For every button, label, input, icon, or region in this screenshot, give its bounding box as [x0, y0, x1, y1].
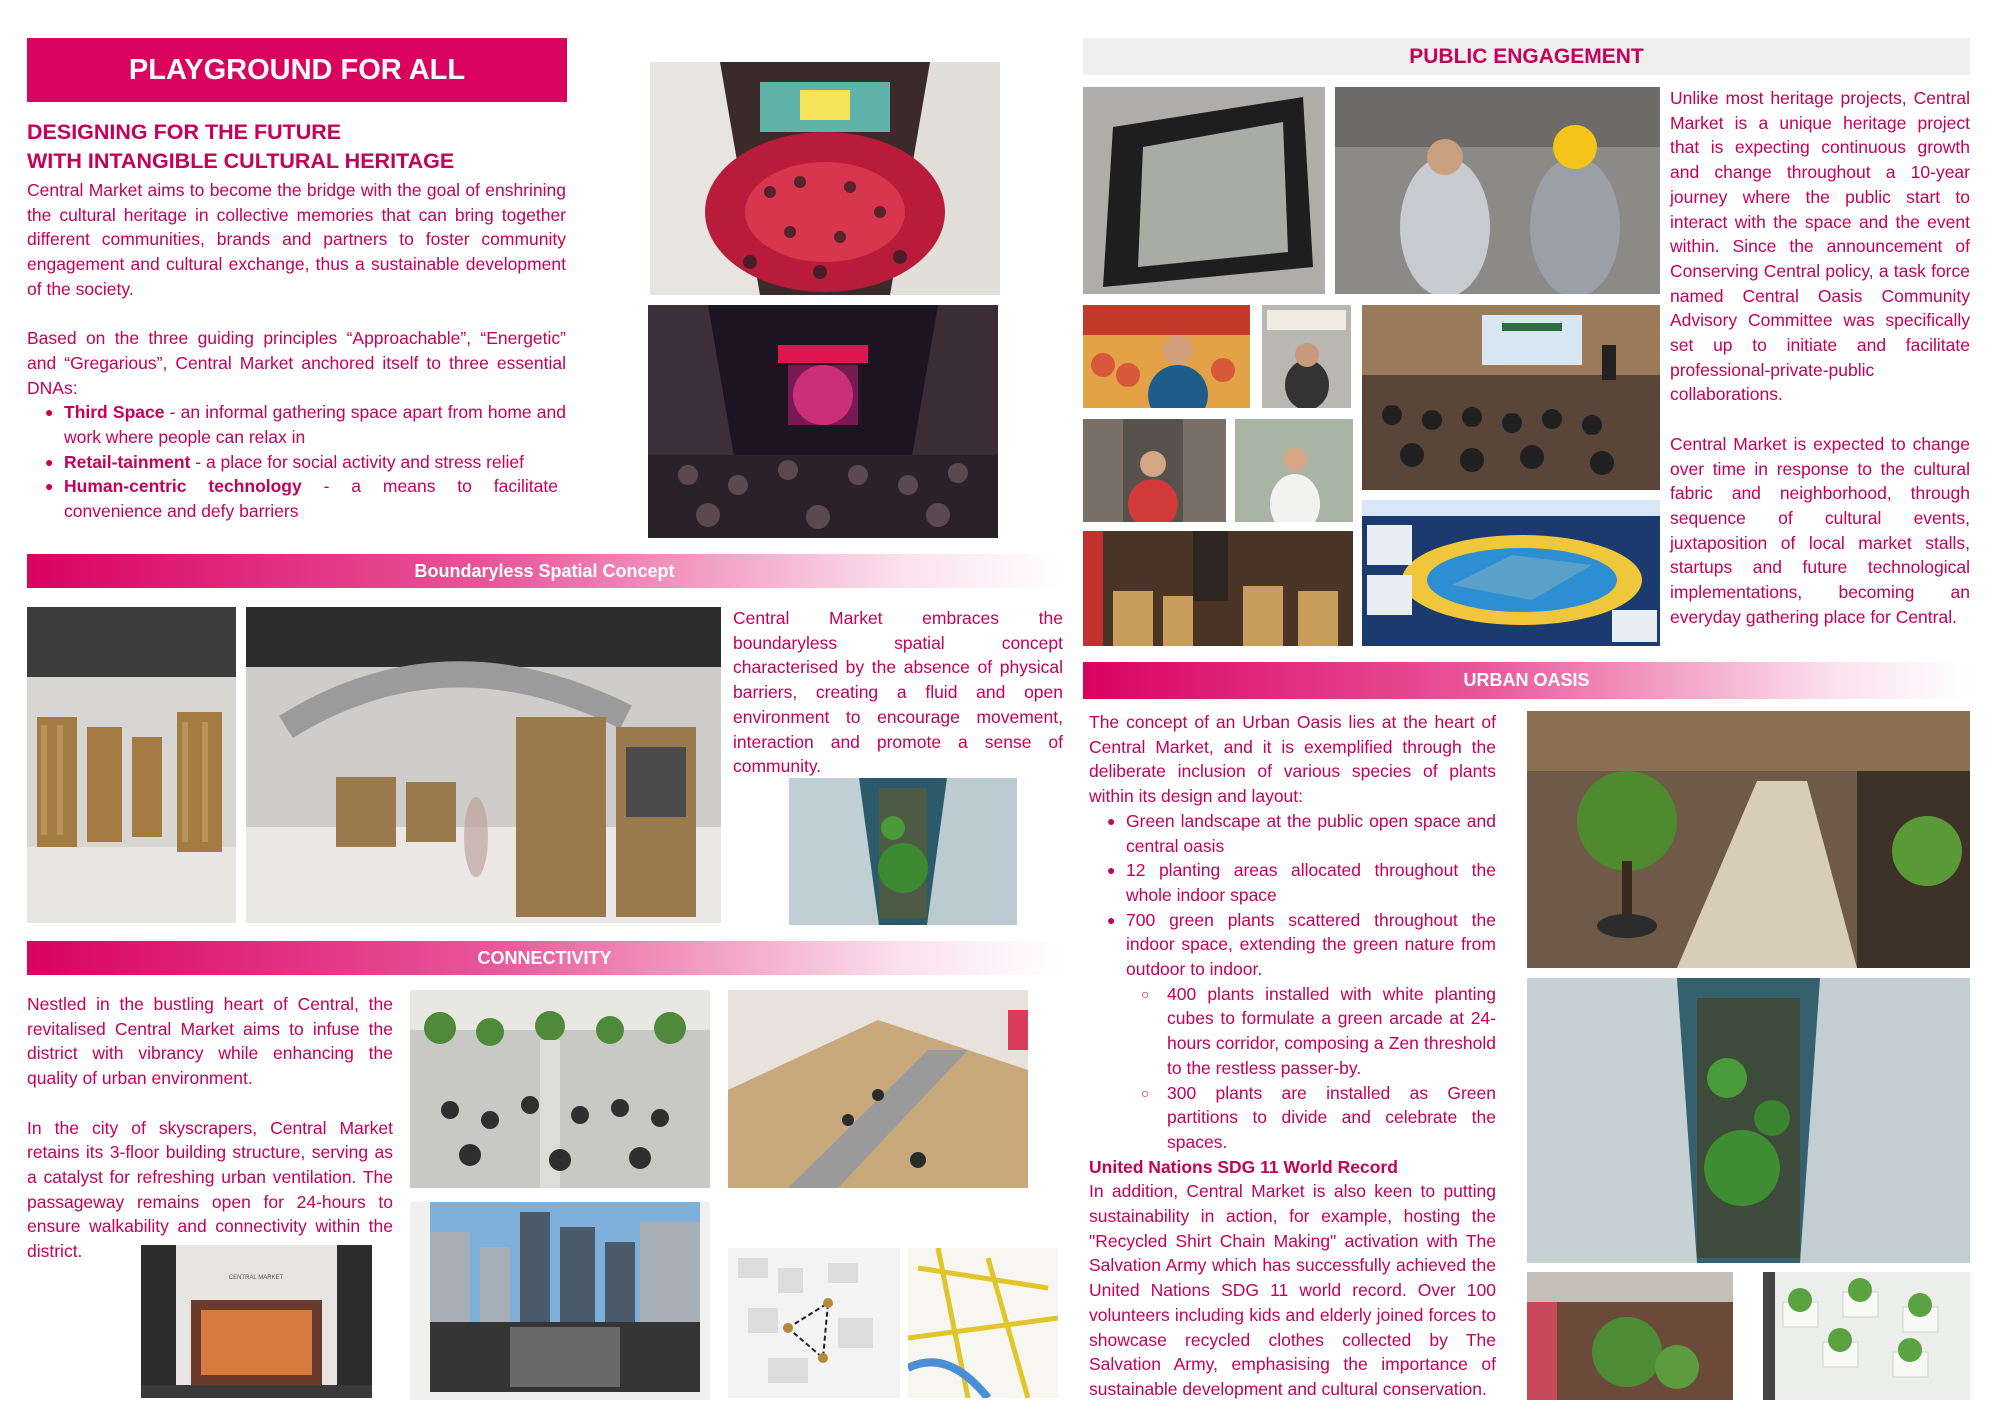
atrium-topdown-photo [789, 778, 1017, 925]
list-item: ○ 400 plants installed with white planting cubes to formulate a green arcade at 24-hours corridor, composing a Zen threshold to the restless passer-by. [1167, 982, 1496, 1081]
plant-list [1089, 809, 1496, 982]
event-crowd-photo [650, 62, 1000, 295]
green-arcade-crowd-photo [410, 990, 710, 1188]
event-concert-photo [648, 305, 998, 538]
green-partition-photo [1527, 1272, 1733, 1400]
committee-meeting-photo [1362, 305, 1660, 490]
record-text: In addition, Central Market is also keen to putting sustainability in action, for example, hosting the "Recycled Shirt Chain Making" activation with The Salvation Army which has successfully achieved the United Nations SDG 11 world record. Over 100 volunteers including kids and elderly joined forces to showcase recycled clothes collected by The Salvation Army, emphasising the importance of sustainable development and cultural conservation. [1089, 1181, 1496, 1399]
material-sample-photo [1083, 87, 1325, 294]
planting-cubes-photo [1763, 1272, 1970, 1400]
central-oasis-atrium-photo [1527, 978, 1970, 1263]
interior-stalls-photo [27, 607, 236, 923]
boundaryless-paragraph: Central Market embraces the boundaryless spatial concept characterised by the absence of physical barriers, creating a fluid and open environment to encourage movement, interaction and promote a sense of community. [733, 608, 1063, 777]
dna-desc: - a place for social activity and stress relief [190, 451, 525, 472]
connectivity-text [27, 992, 393, 1264]
section-bar-boundaryless [27, 554, 1062, 588]
list-item: ● Green landscape at the public open space and central oasis [1126, 809, 1496, 858]
section-bar-urban-oasis [1083, 662, 1970, 699]
urban-oasis-para1: The concept of an Urban Oasis lies at the heart of Central Market, and it is exemplified through the deliberate inclusion of various species of plants within its design and layout: [1089, 712, 1496, 807]
list-item: ● 700 green plants scattered throughout the indoor space, extending the green nature from outdoor to indoor. [1126, 908, 1496, 982]
intro-heading-line1: DESIGNING FOR THE FUTURE [27, 120, 342, 144]
site-map-diagram [728, 1248, 900, 1398]
plant-sub-list [1089, 982, 1496, 1155]
section-title: Boundaryless Spatial Concept [414, 560, 675, 581]
list-item: ● 12 planting areas allocated throughout the whole indoor space [1126, 858, 1496, 907]
list-item: ○ 300 plants are installed as Green partitions to divide and celebrate the spaces. [1167, 1081, 1496, 1155]
page-title: PLAYGROUND FOR ALL [128, 53, 466, 86]
stall-owner-photo [1083, 305, 1250, 408]
page-title-banner [27, 38, 567, 102]
vendor-apron-photo [1235, 419, 1353, 522]
dna-name: Human-centric technology [64, 476, 302, 497]
boundaryless-text [733, 606, 1063, 779]
dna-list [27, 400, 566, 524]
list-item [64, 450, 566, 475]
storefront-sign: CENTRAL MARKET [228, 1275, 284, 1281]
public-engagement-para1: Unlike most heritage projects, Central Market is a unique heritage project that is expecting continuous growth and change throughout a 10-year journey where the public start to interact with the space and the event within. Since the announcement of Conserving Central policy, a task force named Central Oasis Community Advisory Committee was specifically set up to initiate and facilitate professional-private-public collaborations. [1670, 88, 1970, 405]
rice-shop-photo [1083, 531, 1353, 646]
corridor-tree-photo [1527, 711, 1970, 968]
interior-screens-photo [246, 607, 721, 923]
intro-para2: Based on the three guiding principles “Approachable”, “Energetic” and “Gregarious”, Central Market anchored itself to three essential DNAs: [27, 328, 566, 398]
intro-text [27, 178, 566, 524]
workers-ceiling-photo [1335, 87, 1660, 294]
public-engagement-para2: Central Market is expected to change over time in response to the cultural fabric and neighborhood, through sequence of cultural events, juxtaposition of local market stalls, startups and future technological implementations, becoming an everyday gathering place for Central. [1670, 433, 1970, 627]
digital-twin-render [1362, 500, 1660, 646]
list-item [64, 400, 566, 449]
section-bar-public-engagement [1083, 38, 1970, 75]
connectivity-para1: Nestled in the bustling heart of Central, the revitalised Central Market aims to infuse the district with vibrancy while enhancing the quality of urban environment. [27, 994, 393, 1089]
intro-heading [27, 118, 567, 176]
intro-para1: Central Market aims to become the bridge with the goal of enshrining the cultural heritage in collective memories that can bring together different communities, brands and partners to foster community engagement and cultural exchange, thus a sustainable development of the society. [27, 180, 566, 299]
skyscraper-street-photo [410, 1202, 710, 1400]
list-item [64, 474, 566, 523]
urban-oasis-text [1089, 710, 1496, 1402]
section-title: URBAN OASIS [1463, 670, 1590, 690]
vendor-portrait-photo [1083, 419, 1226, 522]
section-title: CONNECTIVITY [477, 947, 612, 968]
shop-sign-photo [1262, 305, 1351, 408]
escalator-photo [728, 990, 1028, 1188]
public-engagement-text [1670, 86, 1970, 629]
section-title: PUBLIC ENGAGEMENT [1409, 44, 1644, 68]
route-map-diagram [908, 1248, 1058, 1398]
dna-desc: - an informal gathering space apart from home and work where people can relax in [64, 402, 566, 448]
section-bar-connectivity [27, 941, 1062, 975]
intro-heading-line2: WITH INTANGIBLE CULTURAL HERITAGE [27, 149, 455, 173]
record-heading: United Nations SDG 11 World Record [1089, 1156, 1398, 1177]
dna-desc: - a means to facilitate convenience and defy barriers [64, 476, 558, 522]
dna-name: Third Space [64, 402, 165, 423]
dna-name: Retail-tainment [64, 451, 191, 472]
connectivity-para2: In the city of skyscrapers, Central Market retains its 3-floor building structure, serving as a catalyst for refreshing urban ventilation. The passageway remains open for 24-hours to ensure walkability and connectivity within the district. [27, 1117, 393, 1262]
storefront-photo [141, 1245, 372, 1398]
